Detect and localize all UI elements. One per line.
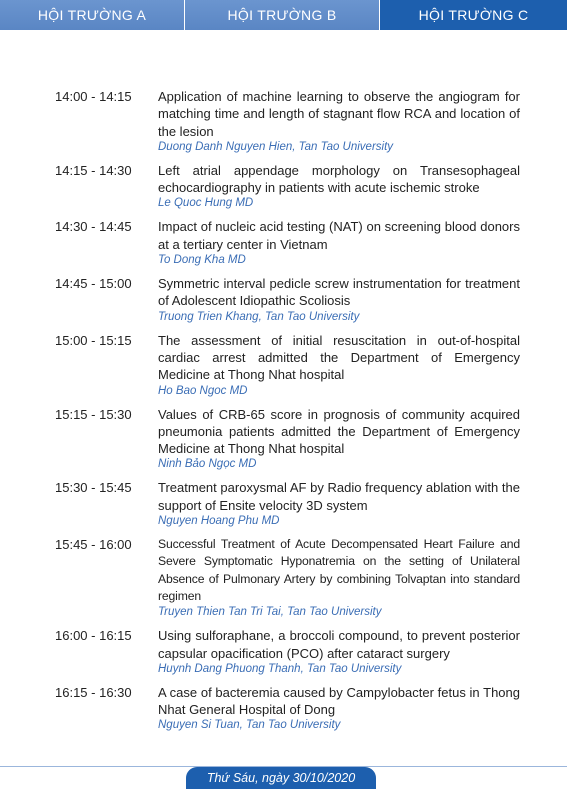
session-time: 15:15 - 15:30 xyxy=(55,406,132,422)
session-item xyxy=(0,536,567,620)
tab-hall-a[interactable]: HỘI TRƯỜNG A xyxy=(0,0,185,30)
session-time: 14:00 - 14:15 xyxy=(55,89,132,104)
session-author: Ho Bao Ngoc MD xyxy=(158,384,248,397)
session-time: 15:30 - 15:45 xyxy=(55,480,132,496)
session-title: Application of machine learning to observe the angiogram for matching time and length of stagnant flow RCA and location of the lesion xyxy=(158,89,520,139)
session-item xyxy=(0,88,567,155)
session-title: Using sulforaphane, a broccoli compound, to prevent posterior capsular opacification (PCO) after cataract surgery xyxy=(158,628,520,661)
session-title: Symmetric interval pedicle screw instrumentation for treatment of Adolescent Idiopathic Scoliosis xyxy=(158,276,520,309)
session-content xyxy=(158,332,520,399)
session-title: Left atrial appendage morphology on Transesophageal echocardiography in patients with acute ischemic stroke xyxy=(158,162,520,196)
session-title: Values of CRB-65 score in prognosis of community acquired pneumonia patients admitted the Department of Emergency Medicine at Thong Nhat hospital xyxy=(158,406,520,457)
session-title: Impact of nucleic acid testing (NAT) on screening blood donors at a tertiary center in Vietnam xyxy=(158,219,520,252)
session-content xyxy=(158,218,520,268)
session-author: Nguyen Hoang Phu MD xyxy=(158,515,280,528)
session-author: Huynh Dang Phuong Thanh, Tan Tao University xyxy=(158,662,402,675)
session-item xyxy=(0,684,567,734)
session-title: The assessment of initial resuscitation in out-of-hospital cardiac arrest admitted the Department of Emergency Medicine at Thong Nhat hospital xyxy=(158,332,520,383)
session-author: Ninh Bảo Ngọc MD xyxy=(158,458,257,471)
session-time: 14:45 - 15:00 xyxy=(55,276,132,292)
session-content xyxy=(158,627,520,677)
session-author: Le Quoc Hung MD xyxy=(158,197,254,210)
session-author: Truong Trien Khang, Tan Tao University xyxy=(158,310,360,323)
session-content xyxy=(158,162,520,212)
session-time: 14:30 - 14:45 xyxy=(55,219,132,235)
session-title: Successful Treatment of Acute Decompensated Heart Failure and Severe Symptomatic Hyponatremia on the setting of Unilateral Absence of Pulmonary Artery by combining Tolvaptan into standard regimen xyxy=(158,537,520,603)
session-content xyxy=(158,406,520,473)
session-item xyxy=(0,218,567,268)
tab-hall-b[interactable]: HỘI TRƯỜNG B xyxy=(185,0,380,30)
session-title: A case of bacteremia caused by Campylobacter fetus in Thong Nhat General Hospital of Dong xyxy=(158,684,520,718)
session-list xyxy=(0,88,567,740)
tab-hall-c[interactable]: HỘI TRƯỜNG C xyxy=(380,0,567,30)
session-item xyxy=(0,406,567,473)
session-author: Duong Danh Nguyen Hien, Tan Tao University xyxy=(158,140,394,153)
session-content xyxy=(158,536,520,620)
session-author: To Dong Kha MD xyxy=(158,254,246,267)
session-author: Truyen Thien Tan Tri Tai, Tan Tao University xyxy=(158,606,382,619)
session-title: Treatment paroxysmal AF by Radio frequency ablation with the support of Ensite velocity 3D system xyxy=(158,480,520,513)
session-time: 15:00 - 15:15 xyxy=(55,332,132,348)
session-item xyxy=(0,275,567,325)
session-item xyxy=(0,479,567,529)
session-time: 14:15 - 14:30 xyxy=(55,162,132,178)
footer-date-badge: Thứ Sáu, ngày 30/10/2020 xyxy=(186,767,376,789)
session-time: 16:00 - 16:15 xyxy=(55,628,132,644)
session-time: 15:45 - 16:00 xyxy=(55,537,132,553)
session-item xyxy=(0,162,567,212)
session-author: Nguyen Si Tuan, Tan Tao University xyxy=(158,719,341,732)
session-item xyxy=(0,332,567,399)
session-content xyxy=(158,479,520,529)
hall-tabs xyxy=(0,0,567,30)
session-item xyxy=(0,627,567,677)
session-content xyxy=(158,275,520,325)
session-content xyxy=(158,684,520,734)
session-time: 16:15 - 16:30 xyxy=(55,684,132,700)
session-content xyxy=(158,88,520,155)
